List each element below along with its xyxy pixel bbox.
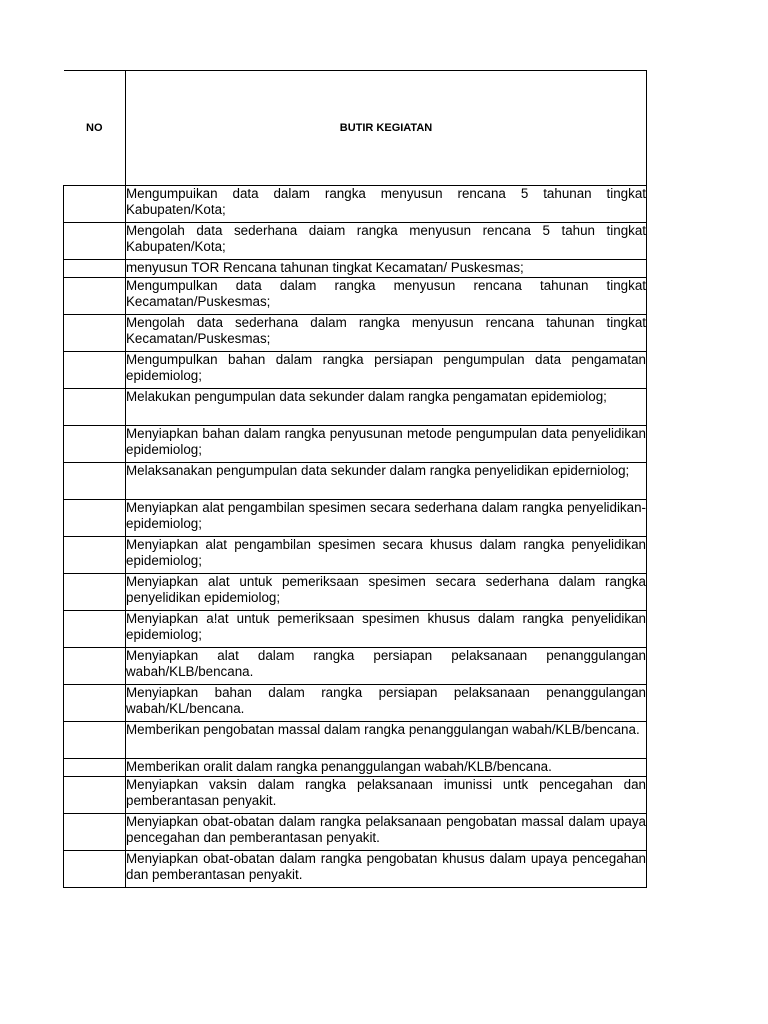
activity-item-cell: menyusun TOR Rencana tahunan tingkat Kecamatan/ Puskesmas; (126, 260, 647, 278)
table-body (64, 186, 647, 888)
header-butir-kegiatan: BUTIR KEGIATAN (126, 71, 647, 186)
row-number-cell (64, 851, 126, 888)
row-number-cell (64, 574, 126, 611)
table-row (64, 648, 647, 685)
table-row (64, 278, 647, 315)
row-number-cell (64, 648, 126, 685)
activity-item-cell: Memberikan pengobatan massal dalam rangka penanggulangan wabah/KLB/bencana. (126, 722, 647, 759)
activity-item-cell: Melakukan pengumpulan data sekunder dalam rangka pengamatan epidemiolog; (126, 389, 647, 426)
activity-item-cell: Menyiapkan vaksin dalam rangka pelaksanaan imunissi untk pencegahan dan pemberantasan penyakit. (126, 777, 647, 814)
table-row (64, 426, 647, 463)
row-number-cell (64, 223, 126, 260)
activity-table (63, 70, 647, 888)
activity-item-cell: Memberikan oralit dalam rangka penanggulangan wabah/KLB/bencana. (126, 759, 647, 777)
table-row (64, 223, 647, 260)
table-row (64, 315, 647, 352)
table-row (64, 500, 647, 537)
row-number-cell (64, 389, 126, 426)
table-row (64, 722, 647, 759)
activity-item-cell: Mengumpulkan data dalam rangka menyusun rencana tahunan tingkat Kecamatan/Puskesmas; (126, 278, 647, 315)
activity-item-cell: Mengolah data sederhana daiam rangka menyusun rencana 5 tahun tingkat Kabupaten/Kota; (126, 223, 647, 260)
activity-item-cell: Mengolah data sederhana dalam rangka menyusun rencana tahunan tingkat Kecamatan/Puskesmas; (126, 315, 647, 352)
row-number-cell (64, 777, 126, 814)
table-row (64, 574, 647, 611)
header-no: NO (64, 71, 126, 186)
row-number-cell (64, 537, 126, 574)
activity-item-cell: Menyiapkan bahan dalam rangka persiapan pelaksanaan penanggulangan wabah/KL/bencana. (126, 685, 647, 722)
row-number-cell (64, 186, 126, 223)
row-number-cell (64, 278, 126, 315)
table-row (64, 685, 647, 722)
row-number-cell (64, 426, 126, 463)
row-number-cell (64, 759, 126, 777)
table-row (64, 537, 647, 574)
row-number-cell (64, 685, 126, 722)
row-number-cell (64, 463, 126, 500)
activity-item-cell: Menyiapkan alat untuk pemeriksaan spesimen secara sederhana dalam rangka penyelidikan epidemiolog; (126, 574, 647, 611)
row-number-cell (64, 722, 126, 759)
table-row (64, 611, 647, 648)
activity-item-cell: Menyiapkan alat pengambilan spesimen secara sederhana dalam rangka penyelidikan-epidemiolog; (126, 500, 647, 537)
activity-item-cell: Menyiapkan alat dalam rangka persiapan pelaksanaan penanggulangan wabah/KLB/bencana. (126, 648, 647, 685)
row-number-cell (64, 611, 126, 648)
table-row (64, 463, 647, 500)
table-row (64, 389, 647, 426)
activity-item-cell: Melaksanakan pengumpulan data sekunder dalam rangka penyelidikan epiderniolog; (126, 463, 647, 500)
activity-item-cell: Menyiapkan bahan dalam rangka penyusunan metode pengumpulan data penyelidikan epidemiolog; (126, 426, 647, 463)
table-row (64, 777, 647, 814)
activity-item-cell: Menyiapkan a!at untuk pemeriksaan spesimen khusus dalam rangka penyelidikan epidemiolog; (126, 611, 647, 648)
table-header-row (64, 71, 647, 186)
activity-item-cell: Menyiapkan alat pengambilan spesimen secara khusus dalam rangka penyelidikan epidemiolog; (126, 537, 647, 574)
activity-item-cell: Menyiapkan obat-obatan dalam rangka pengobatan khusus dalam upaya pencegahan dan pemberantasan penyakit. (126, 851, 647, 888)
activity-item-cell: Mengumpulkan bahan dalam rangka persiapan pengumpulan data pengamatan epidemiolog; (126, 352, 647, 389)
row-number-cell (64, 814, 126, 851)
table-row (64, 814, 647, 851)
table-row (64, 260, 647, 278)
row-number-cell (64, 352, 126, 389)
row-number-cell (64, 315, 126, 352)
row-number-cell (64, 500, 126, 537)
table-row (64, 352, 647, 389)
activity-item-cell: Menyiapkan obat-obatan dalam rangka pelaksanaan pengobatan massal dalam upaya pencegahan dan pemberantasan penyakit. (126, 814, 647, 851)
table-row (64, 186, 647, 223)
table-row (64, 851, 647, 888)
table-row (64, 759, 647, 777)
row-number-cell (64, 260, 126, 278)
activity-item-cell: Mengumpuikan data dalam rangka menyusun rencana 5 tahunan tingkat Kabupaten/Kota; (126, 186, 647, 223)
